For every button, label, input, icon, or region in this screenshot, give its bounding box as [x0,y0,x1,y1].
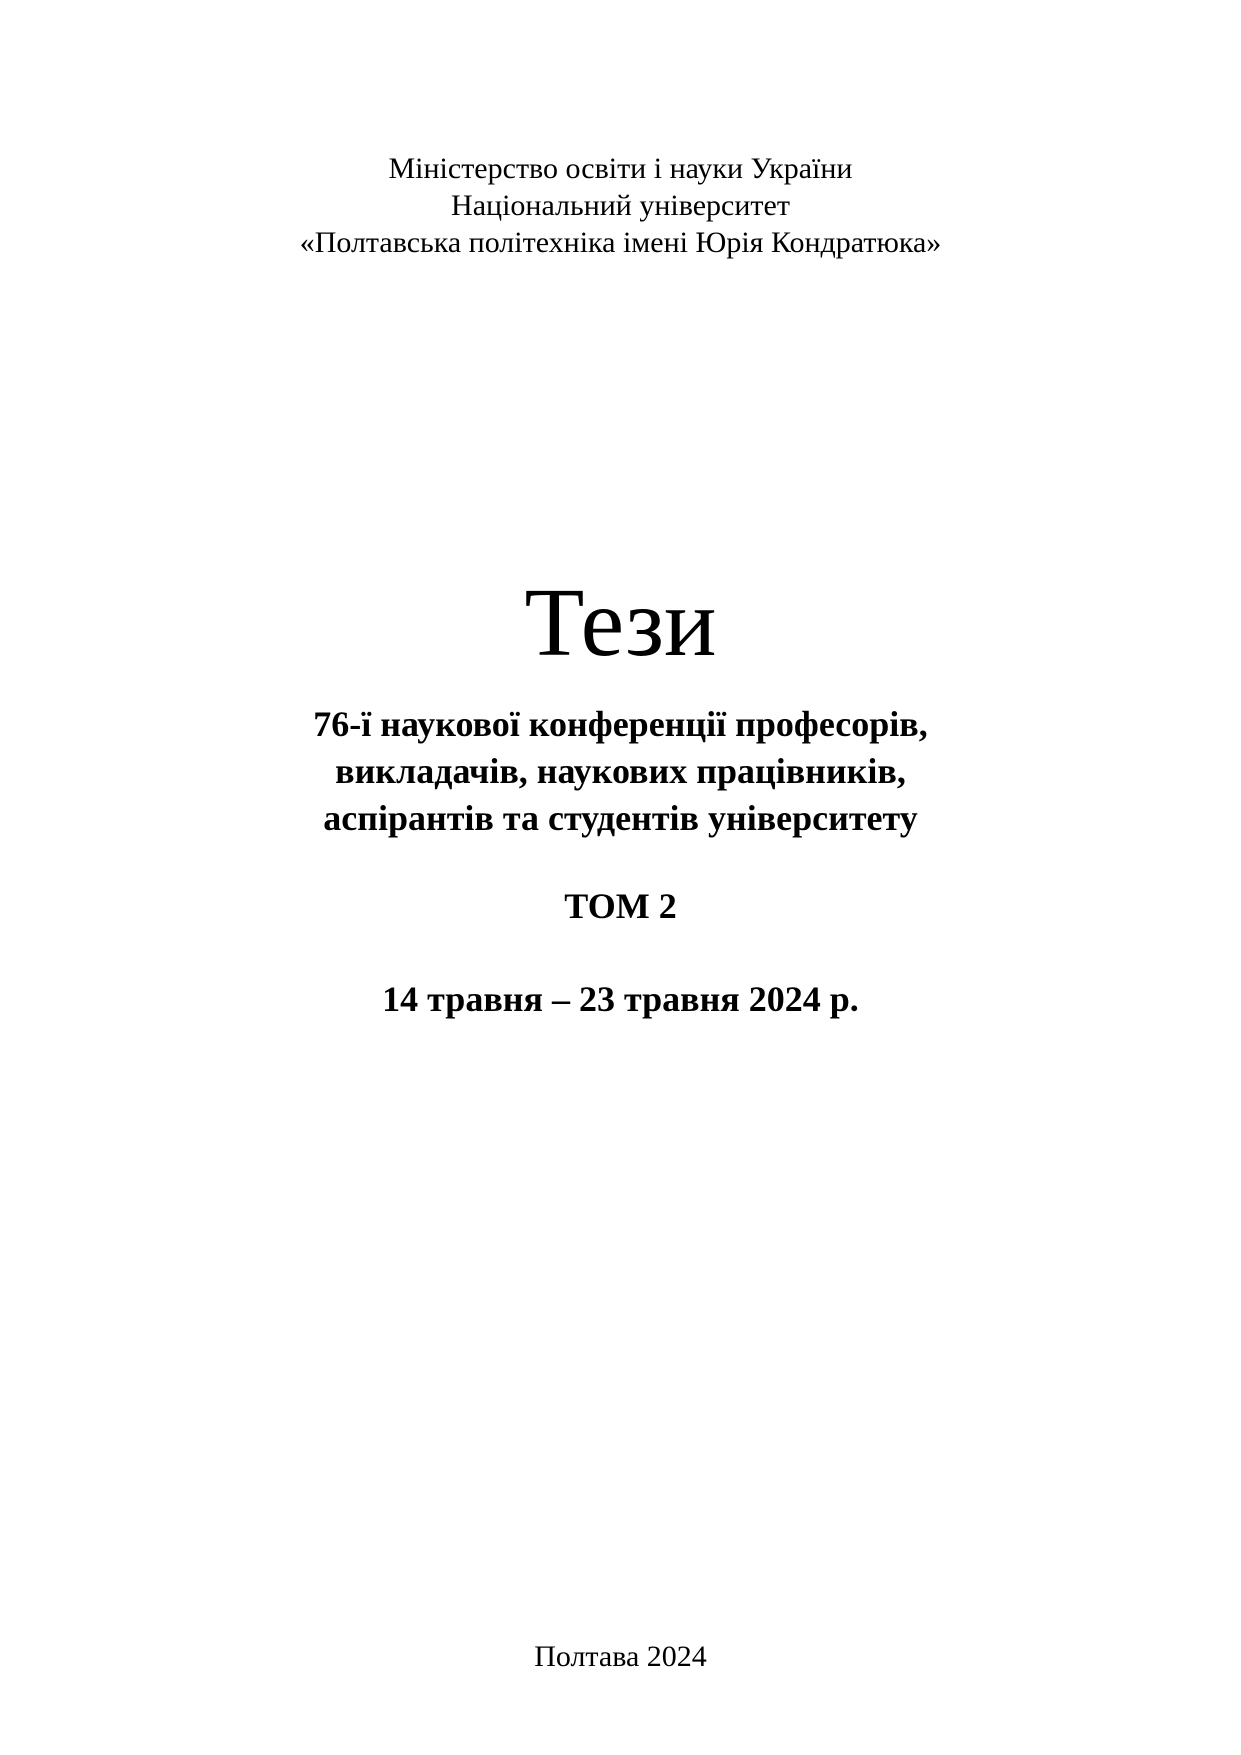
place-year-footer: Полтава 2024 [534,1640,707,1673]
ministry-line: Міністерство освіти і науки України [388,152,853,185]
subtitle-line: аспірантів та студентів університету [323,798,918,838]
university-name-line: «Полтавська політехніка імені Юрія Кондратюка» [299,226,942,259]
volume-label: ТОМ 2 [564,886,677,926]
subtitle-line: 76-ї наукової конференції професорів, [313,704,928,744]
date-range: 14 травня – 23 травня 2024 р. [382,979,859,1019]
subtitle-line: викладачів, наукових працівників, [335,751,906,791]
page-title: Тези [524,569,717,677]
ministry-header [0,150,1241,261]
conference-subtitle [0,701,1241,842]
university-line: Національний університет [451,189,790,222]
